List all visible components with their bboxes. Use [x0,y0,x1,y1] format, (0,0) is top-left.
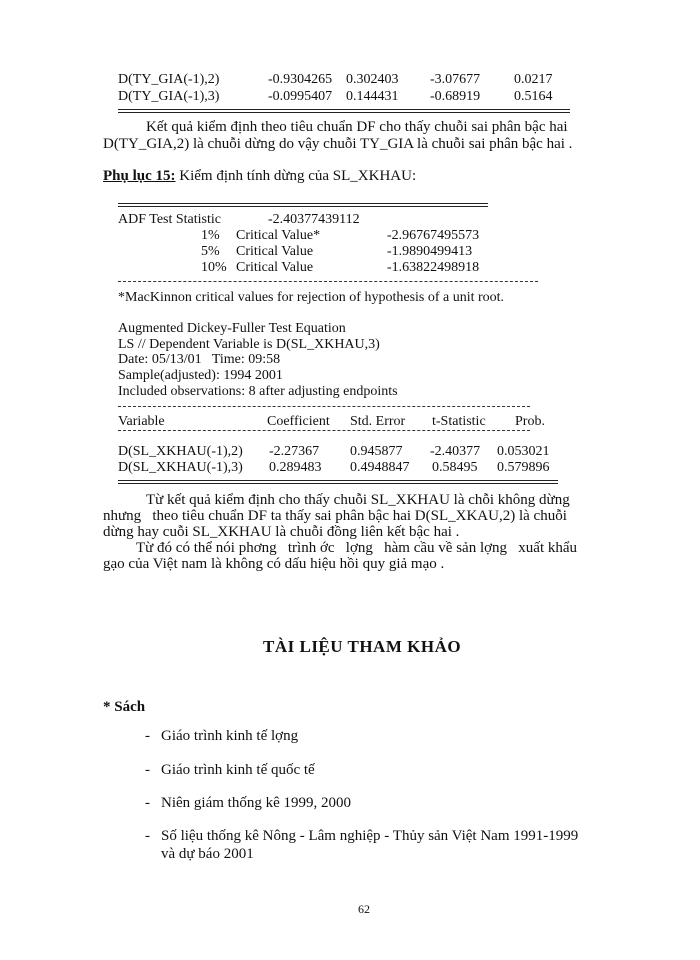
list-bullet: - [145,762,150,778]
critical-label: Critical Value* [236,228,321,243]
cell-t-statistic: -2.40377 [430,444,481,459]
reference-item: Giáo trình kinh tế quốc tế [161,762,315,778]
header-dashed-rule [118,430,530,431]
paragraph-line: dừng hay cuỗi SL_XKHAU là chuỗi đồng liên kết bậc hai . [103,524,460,540]
equation-ls: LS // Dependent Variable is D(SL_XKHAU,3) [118,337,380,352]
cell-prob: 0.5164 [514,89,553,104]
critical-pct: 1% [201,228,220,243]
reg-double-rule [118,480,558,484]
paragraph-line: Kết quả kiểm định theo tiêu chuẩn DF cho thấy chuỗi sai phân bậc hai [146,119,568,135]
top-table-row [118,72,598,88]
list-bullet: - [145,828,150,844]
references-section: * Sách [103,699,146,715]
reg-table-header [118,414,568,430]
header-std-error: Std. Error [350,414,406,429]
equation-title: Augmented Dickey-Fuller Test Equation [118,321,346,336]
critical-value: -2.96767495573 [387,228,480,243]
equation-observations: Included observations: 8 after adjusting endpoints [118,384,398,399]
cell-std-error: 0.945877 [350,444,403,459]
adf-dashed-rule [118,281,538,282]
paragraph-line: nhưng theo tiêu chuẩn DF ta thấy sai phân bậc hai D(SL_XKAU,2) là chuỗi [103,508,567,524]
cell-std-error: 0.302403 [346,72,399,87]
cell-coefficient: -2.27367 [269,444,320,459]
cell-t-statistic: -3.07677 [430,72,481,87]
reg-table-row [118,444,568,460]
reference-item-continued: và dự báo 2001 [161,846,254,862]
list-bullet: - [145,728,150,744]
top-table-row [118,89,598,105]
cell-variable: D(TY_GIA(-1),2) [118,72,220,87]
cell-std-error: 0.4948847 [350,460,410,475]
equation-sample: Sample(adjusted): 1994 2001 [118,368,283,383]
reference-item: Giáo trình kinh tế lợng [161,728,299,744]
critical-pct: 10% [201,260,227,275]
adf-stat-value: -2.40377439112 [268,212,360,227]
page-number: 62 [358,902,370,916]
adf-footnote: *MacKinnon critical values for rejection of hypothesis of a unit root. [118,290,505,305]
paragraph-line: D(TY_GIA,2) là chuỗi dừng do vậy chuỗi TY_GIA là chuỗi sai phân bậc hai . [103,136,573,152]
header-t-statistic: t-Statistic [432,414,486,429]
cell-coefficient: -0.9304265 [268,72,333,87]
cell-prob: 0.579896 [497,460,550,475]
critical-label: Critical Value [236,260,314,275]
critical-pct: 5% [201,244,220,259]
header-coefficient: Coefficient [267,414,330,429]
cell-coefficient: -0.0995407 [268,89,333,104]
appendix-label: Phụ lục 15: [103,168,176,184]
cell-variable: D(TY_GIA(-1),3) [118,89,220,104]
reg-table-row [118,460,568,476]
appendix-title: Kiểm định tính dừng của SL_XKHAU: [175,168,417,184]
adf-double-rule [118,203,488,207]
cell-variable: D(SL_XKHAU(-1),2) [118,444,243,459]
critical-label: Critical Value [236,244,314,259]
critical-value: -1.9890499413 [387,244,473,259]
paragraph-line: Từ kết quả kiểm định cho thấy chuỗi SL_XKHAU là chỗi không dừng [146,492,570,508]
cell-t-statistic: 0.58495 [432,460,478,475]
cell-prob: 0.053021 [497,444,550,459]
cell-coefficient: 0.289483 [269,460,322,475]
paragraph-line: gạo của Việt nam là không có dấu hiệu hồi quy giả mạo . [103,556,445,572]
paragraph-line: Từ đó có thể nói phơng trình ớc lợng hàm cầu về sản lợng xuất khẩu [136,540,578,556]
list-bullet: - [145,795,150,811]
appendix-heading [103,167,416,185]
cell-std-error: 0.144431 [346,89,399,104]
reference-item: Niên giám thống kê 1999, 2000 [161,795,351,811]
reference-item: Số liệu thống kê Nông - Lâm nghiệp - Thủy sản Việt Nam 1991-1999 [161,828,579,844]
equation-date: Date: 05/13/01 Time: 09:58 [118,352,281,367]
critical-value: -1.63822498918 [387,260,480,275]
cell-t-statistic: -0.68919 [430,89,481,104]
cell-prob: 0.0217 [514,72,553,87]
header-variable: Variable [118,414,165,429]
equation-dashed-rule [118,406,530,407]
cell-variable: D(SL_XKHAU(-1),3) [118,460,243,475]
references-heading: TÀI LIỆU THAM KHẢO [263,637,462,656]
header-prob: Prob. [515,414,545,429]
adf-stat-label: ADF Test Statistic [118,212,221,227]
table-double-rule [118,109,570,113]
